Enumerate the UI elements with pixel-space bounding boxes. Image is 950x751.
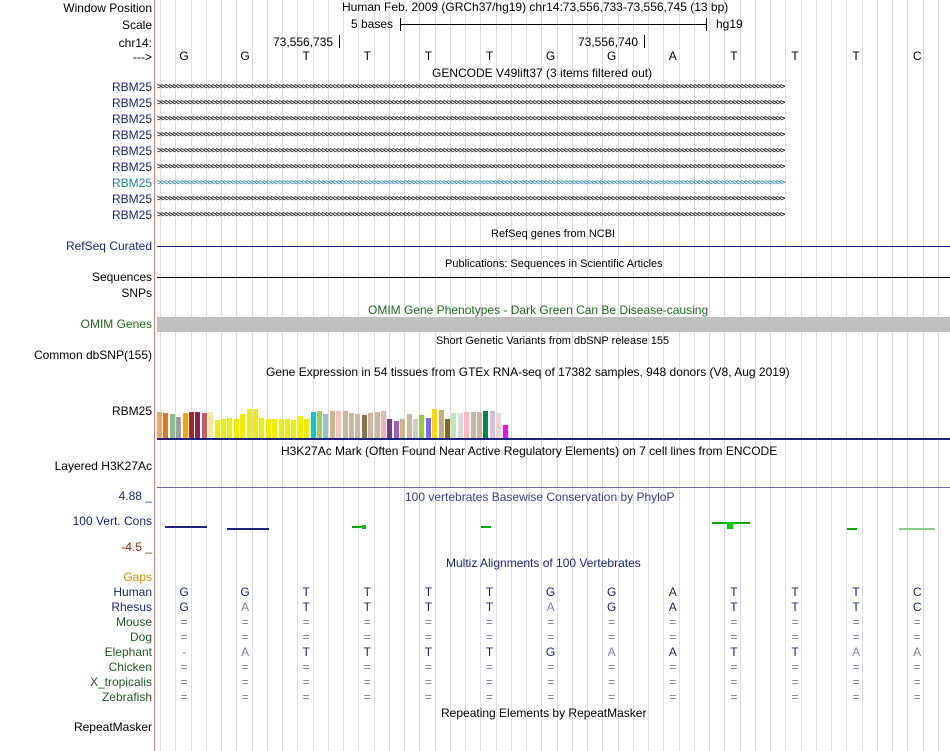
gtex-tissue-bar[interactable] (349, 413, 354, 438)
alignment-base: T (730, 645, 738, 659)
gtex-tissue-bar[interactable] (471, 412, 476, 438)
alignment-base: = (363, 690, 371, 704)
chrom-label: chr14: (118, 36, 152, 50)
alignment-base: = (241, 675, 249, 689)
gtex-tissue-bar[interactable] (279, 419, 284, 438)
alignment-base: = (669, 615, 677, 629)
alignment-base: = (852, 630, 860, 644)
cons-min-label: -4.5 _ (121, 540, 152, 554)
snps-label[interactable]: SNPs (121, 286, 152, 300)
alignment-base: A (668, 585, 677, 599)
alignment-base: = (547, 690, 555, 704)
gene-feature-row[interactable] (157, 176, 950, 190)
alignment-base: = (547, 660, 555, 674)
sequence-base: C (912, 49, 922, 63)
alignment-base: = (608, 675, 616, 689)
gtex-tissue-bar[interactable] (157, 412, 162, 438)
sequences-label[interactable]: Sequences (91, 270, 152, 284)
alignment-base: = (669, 660, 677, 674)
scale-bar-right-tick (706, 18, 707, 31)
repeatmasker-label[interactable]: RepeatMasker (73, 720, 152, 734)
alignment-base: = (241, 690, 249, 704)
dbsnp-title[interactable]: Short Genetic Variants from dbSNP release 155 (436, 335, 670, 347)
alignment-base: = (730, 615, 738, 629)
gaps-label: Gaps (123, 570, 152, 584)
alignment-base: A (241, 600, 250, 614)
alignment-base: = (852, 690, 860, 704)
alignment-base: = (791, 615, 799, 629)
sequence-base: G (545, 49, 556, 63)
gtex-tissue-bar[interactable] (426, 418, 431, 438)
alignment-base: = (180, 615, 188, 629)
species-label[interactable]: Mouse (115, 615, 152, 629)
gtex-tissue-bar[interactable] (503, 425, 508, 438)
cons-plot[interactable] (157, 505, 950, 545)
sequence-base: T (852, 49, 860, 63)
refseq-track-line (157, 246, 950, 247)
alignment-base: = (241, 630, 249, 644)
alignment-base: T (302, 585, 310, 599)
gtex-tissue-bar[interactable] (240, 414, 245, 438)
gtex-tissue-bar[interactable] (259, 418, 264, 438)
species-label[interactable]: Zebrafish (101, 690, 152, 704)
window-position-label: Window Position (63, 1, 152, 15)
alignment-base: T (852, 585, 860, 599)
gene-feature-row[interactable] (157, 96, 950, 110)
cons-pos-bar-2 (362, 525, 366, 529)
gene-feature-row[interactable] (157, 208, 950, 222)
alignment-base: = (424, 660, 432, 674)
alignment-base: = (669, 630, 677, 644)
dbsnp-label[interactable]: Common dbSNP(155) (33, 348, 152, 362)
gtex-tissue-bar[interactable] (336, 411, 341, 438)
alignment-base: T (363, 645, 371, 659)
strand-chevrons: >>>>>>>>>>>>>>>>>>>>>>>>>>>>>>>>>>>>>>>>>>>>>>>>>>>>>>>>>>>>>>>>>>>>>>>>>>>>>>>>>>>>>>>>>>>>>>>>>>>>>>>>>>>>>>>>>>>>>>>>>>>>>>>>>>>>>>>>>>>>>>>>>>>>>>>>>>>>>>>> (157, 114, 784, 124)
alignment-base: = (547, 630, 555, 644)
sequence-base: T (730, 49, 738, 63)
omim-label[interactable]: OMIM Genes (80, 317, 152, 331)
multiz-title[interactable]: Multiz Alignments of 100 Vertebrates (446, 556, 641, 570)
alignment-base: T (363, 585, 371, 599)
alignment-base: = (363, 660, 371, 674)
alignment-base: = (180, 690, 188, 704)
scale-bar (400, 24, 707, 25)
gtex-tissue-bar[interactable] (234, 419, 239, 438)
scale-label: Scale (121, 18, 152, 32)
gtex-tissue-bar[interactable] (163, 413, 168, 438)
alignment-base: = (485, 690, 493, 704)
coordinate-tick-2: 73,556,740 (578, 35, 639, 49)
gtex-tissue-bar[interactable] (464, 412, 469, 438)
alignment-base: = (547, 615, 555, 629)
alignment-base: = (302, 675, 310, 689)
gene-feature-row[interactable] (157, 160, 950, 174)
label-separator (154, 0, 155, 751)
sequence-base: T (791, 49, 799, 63)
gtex-tissue-bar[interactable] (291, 420, 296, 438)
alignment-base: T (852, 600, 860, 614)
alignment-base: = (669, 690, 677, 704)
gtex-tissue-bar[interactable] (413, 419, 418, 438)
gtex-tissue-bar[interactable] (221, 419, 226, 438)
alignment-base: = (363, 615, 371, 629)
alignment-base: A (668, 600, 677, 614)
sequence-base: T (302, 49, 310, 63)
gtex-tissue-bar[interactable] (330, 411, 335, 438)
gtex-tissue-bar[interactable] (176, 417, 181, 438)
scale-text: 5 bases (351, 17, 394, 31)
gene-feature-row[interactable] (157, 128, 950, 142)
sequence-base: T (485, 49, 494, 63)
alignment-base: = (485, 615, 493, 629)
species-label[interactable]: Dog (129, 630, 152, 644)
alignment-base: = (241, 660, 249, 674)
coordinate-tick-2-mark (644, 35, 645, 48)
omim-title[interactable]: OMIM Gene Phenotypes - Dark Green Can Be Disease-causing (368, 303, 709, 317)
alignment-base: = (913, 630, 921, 644)
alignment-base: = (730, 660, 738, 674)
gtex-tissue-bar[interactable] (362, 415, 367, 438)
gtex-tissue-bar[interactable] (407, 414, 412, 438)
alignment-base: T (424, 600, 433, 614)
alignment-base: = (180, 630, 188, 644)
sequence-base: G (240, 49, 250, 63)
alignment-base: = (363, 630, 371, 644)
gtex-tissue-bar[interactable] (183, 413, 188, 438)
gtex-baseline (157, 438, 950, 440)
gene-label-rbm25[interactable]: RBM25 (111, 128, 152, 142)
alignment-base: = (730, 675, 738, 689)
alignment-base: = (913, 615, 921, 629)
alignment-base: = (302, 630, 310, 644)
alignment-base: G (240, 585, 250, 599)
gtex-tissue-bar[interactable] (477, 412, 482, 438)
h3k27ac-title[interactable]: H3K27Ac Mark (Often Found Near Active Regulatory Elements) on 7 cell lines from ENCODE (281, 444, 778, 458)
assembly-position-text: Human Feb. 2009 (GRCh37/hg19) chr14:73,556,733-73,556,745 (13 bp) (342, 0, 729, 14)
gene-label-rbm25[interactable]: RBM25 (111, 208, 152, 222)
species-label[interactable]: Chicken (108, 660, 152, 674)
gtex-tissue-bar[interactable] (355, 414, 360, 438)
gtex-bar-chart[interactable] (157, 380, 557, 438)
refseq-title[interactable]: RefSeq genes from NCBI (491, 228, 616, 240)
gene-label-rbm25[interactable]: RBM25 (111, 160, 152, 174)
alignment-base: T (730, 600, 738, 614)
alignment-base: = (485, 675, 493, 689)
alignment-base: = (363, 675, 371, 689)
gtex-tissue-bar[interactable] (451, 413, 456, 438)
alignment-base: = (424, 675, 432, 689)
gtex-tissue-bar[interactable] (400, 419, 405, 438)
scale-bar-left-tick (400, 18, 401, 31)
alignment-base: G (179, 600, 189, 614)
alignment-base: A (546, 600, 555, 614)
gene-feature-row[interactable] (157, 80, 950, 94)
alignment-base: = (608, 630, 616, 644)
alignment-base: T (791, 645, 799, 659)
gtex-tissue-bar[interactable] (285, 419, 290, 438)
sequence-base: T (363, 49, 371, 63)
species-label[interactable]: Rhesus (111, 600, 152, 614)
alignment-base: = (852, 675, 860, 689)
alignment-base: C (912, 585, 922, 599)
alignment-base: = (302, 660, 310, 674)
gtex-tissue-bar[interactable] (394, 421, 399, 438)
alignment-base: T (302, 600, 310, 614)
strand-chevrons: >>>>>>>>>>>>>>>>>>>>>>>>>>>>>>>>>>>>>>>>>>>>>>>>>>>>>>>>>>>>>>>>>>>>>>>>>>>>>>>>>>>>>>>>>>>>>>>>>>>>>>>>>>>>>>>>>>>>>>>>>>>>>>>>>>>>>>>>>>>>>>>>>>>>>>>>>>>>>>>> (157, 194, 784, 204)
alignment-base: = (791, 690, 799, 704)
alignment-base: T (485, 600, 494, 614)
alignment-base: = (302, 690, 310, 704)
refseq-label[interactable]: RefSeq Curated (65, 239, 152, 253)
cons-neg-bar-2 (227, 528, 269, 530)
alignment-base: A (668, 645, 677, 659)
species-label[interactable]: X_tropicalis (89, 675, 152, 689)
alignment-base: = (608, 660, 616, 674)
strand-chevrons: >>>>>>>>>>>>>>>>>>>>>>>>>>>>>>>>>>>>>>>>>>>>>>>>>>>>>>>>>>>>>>>>>>>>>>>>>>>>>>>>>>>>>>>>>>>>>>>>>>>>>>>>>>>>>>>>>>>>>>>>>>>>>>>>>>>>>>>>>>>>>>>>>>>>>>>>>>>>>>>> (157, 178, 784, 188)
alignment-base: = (424, 630, 432, 644)
gtex-tissue-bar[interactable] (483, 411, 488, 438)
scale-db-text: hg19 (716, 17, 743, 31)
gene-label-rbm25[interactable]: RBM25 (111, 112, 152, 126)
gtex-tissue-bar[interactable] (445, 419, 450, 438)
cons-top-line (157, 487, 950, 488)
gtex-tissue-bar[interactable] (432, 409, 437, 438)
strand-chevrons: >>>>>>>>>>>>>>>>>>>>>>>>>>>>>>>>>>>>>>>>>>>>>>>>>>>>>>>>>>>>>>>>>>>>>>>>>>>>>>>>>>>>>>>>>>>>>>>>>>>>>>>>>>>>>>>>>>>>>>>>>>>>>>>>>>>>>>>>>>>>>>>>>>>>>>>>>>>>>>>> (157, 82, 784, 92)
gtex-tissue-bar[interactable] (304, 419, 309, 438)
alignment-base: = (913, 675, 921, 689)
cons-pos-bar-3 (481, 526, 491, 528)
alignment-base: = (730, 690, 738, 704)
gtex-tissue-bar[interactable] (496, 413, 501, 438)
gtex-tissue-bar[interactable] (298, 416, 303, 438)
alignment-base: - (182, 645, 186, 659)
gtex-tissue-bar[interactable] (170, 414, 175, 438)
gene-label-rbm25[interactable]: RBM25 (111, 80, 152, 94)
gene-feature-row[interactable] (157, 144, 950, 158)
alignment-base: = (302, 615, 310, 629)
gtex-tissue-bar[interactable] (343, 411, 348, 438)
alignment-base: = (791, 675, 799, 689)
alignment-base: C (912, 600, 922, 614)
cons-pos-bar-7 (899, 528, 935, 530)
sequence-base: A (668, 49, 677, 63)
alignment-base: = (913, 660, 921, 674)
alignment-base: = (485, 660, 493, 674)
gtex-gene-label[interactable]: RBM25 (111, 404, 152, 418)
gene-label-rbm25[interactable]: RBM25 (111, 192, 152, 206)
alignment-base: T (485, 645, 494, 659)
alignment-base: T (424, 645, 433, 659)
alignment-base: G (607, 585, 617, 599)
gtex-tissue-bar[interactable] (368, 413, 373, 438)
alignment-base: = (791, 660, 799, 674)
gtex-tissue-bar[interactable] (311, 412, 316, 438)
alignment-base: A (241, 645, 250, 659)
gene-label-rbm25[interactable]: RBM25 (111, 176, 152, 190)
alignment-base: = (180, 675, 188, 689)
gtex-tissue-bar[interactable] (490, 411, 495, 438)
gtex-tissue-bar[interactable] (272, 419, 277, 438)
species-label[interactable]: Elephant (104, 645, 152, 659)
gtex-tissue-bar[interactable] (227, 418, 232, 438)
coordinate-tick-1-mark (339, 35, 340, 48)
alignment-base: G (179, 585, 189, 599)
gene-feature-row[interactable] (157, 112, 950, 126)
alignment-base: = (852, 660, 860, 674)
gtex-tissue-bar[interactable] (266, 419, 271, 438)
gtex-tissue-bar[interactable] (202, 413, 207, 438)
alignment-base: T (791, 600, 799, 614)
gencode-title[interactable]: GENCODE V49lift37 (3 items filtered out) (432, 66, 653, 80)
gtex-tissue-bar[interactable] (253, 409, 258, 438)
alignment-base: = (180, 660, 188, 674)
gtex-tissue-bar[interactable] (419, 415, 424, 438)
gene-feature-row[interactable] (157, 192, 950, 206)
alignment-base: G (607, 600, 617, 614)
gtex-tissue-bar[interactable] (381, 411, 386, 438)
gtex-tissue-bar[interactable] (215, 420, 220, 438)
alignment-base: = (424, 690, 432, 704)
gtex-tissue-bar[interactable] (439, 410, 444, 438)
gtex-tissue-bar[interactable] (387, 419, 392, 438)
publications-track-line (157, 277, 950, 278)
publications-title[interactable]: Publications: Sequences in Scientific Articles (445, 258, 663, 270)
alignment-base: A (913, 645, 922, 659)
alignment-base: = (913, 690, 921, 704)
alignment-base: = (485, 630, 493, 644)
alignment-base: T (485, 585, 494, 599)
alignment-base: = (547, 675, 555, 689)
alignment-base: = (730, 630, 738, 644)
sequence-base: T (424, 49, 433, 63)
alignment-base: = (669, 675, 677, 689)
gtex-tissue-bar[interactable] (195, 412, 200, 438)
alignment-base: T (791, 585, 799, 599)
strand-chevrons: >>>>>>>>>>>>>>>>>>>>>>>>>>>>>>>>>>>>>>>>>>>>>>>>>>>>>>>>>>>>>>>>>>>>>>>>>>>>>>>>>>>>>>>>>>>>>>>>>>>>>>>>>>>>>>>>>>>>>>>>>>>>>>>>>>>>>>>>>>>>>>>>>>>>>>>>>>>>>>>> (157, 130, 784, 140)
cons-title[interactable]: 100 vertebrates Basewise Conservation by PhyloP (405, 490, 675, 504)
strand-chevrons: >>>>>>>>>>>>>>>>>>>>>>>>>>>>>>>>>>>>>>>>>>>>>>>>>>>>>>>>>>>>>>>>>>>>>>>>>>>>>>>>>>>>>>>>>>>>>>>>>>>>>>>>>>>>>>>>>>>>>>>>>>>>>>>>>>>>>>>>>>>>>>>>>>>>>>>>>>>>>>>> (157, 210, 784, 220)
repeatmasker-title[interactable]: Repeating Elements by RepeatMasker (441, 706, 647, 720)
gtex-tissue-bar[interactable] (323, 414, 328, 438)
alignment-base: = (424, 615, 432, 629)
cons-pos-bar-6 (847, 528, 857, 530)
gtex-tissue-bar[interactable] (208, 412, 213, 438)
alignment-base: = (241, 615, 249, 629)
alignment-base: A (852, 645, 861, 659)
alignment-base: T (730, 585, 738, 599)
alignment-base: = (791, 630, 799, 644)
h3k27ac-label[interactable]: Layered H3K27Ac (54, 459, 152, 473)
gtex-tissue-bar[interactable] (247, 409, 252, 438)
alignment-base: = (852, 615, 860, 629)
gtex-tissue-bar[interactable] (317, 411, 322, 438)
cons-label[interactable]: 100 Vert. Cons (72, 514, 152, 528)
gtex-tissue-bar[interactable] (458, 413, 463, 438)
sequence-base: G (179, 49, 189, 63)
alignment-base: = (608, 690, 616, 704)
strand-label[interactable]: ---> (133, 50, 152, 64)
strand-chevrons: >>>>>>>>>>>>>>>>>>>>>>>>>>>>>>>>>>>>>>>>>>>>>>>>>>>>>>>>>>>>>>>>>>>>>>>>>>>>>>>>>>>>>>>>>>>>>>>>>>>>>>>>>>>>>>>>>>>>>>>>>>>>>>>>>>>>>>>>>>>>>>>>>>>>>>>>>>>>>>>> (157, 146, 784, 156)
alignment-base: A (607, 645, 616, 659)
gene-label-rbm25[interactable]: RBM25 (111, 96, 152, 110)
cons-pos-bar-5 (727, 522, 733, 529)
alignment-base: = (608, 615, 616, 629)
gtex-title[interactable]: Gene Expression in 54 tissues from GTEx RNA-seq of 17382 samples, 948 donors (V8, Aug 2019) (266, 365, 790, 379)
coordinate-tick-1: 73,556,735 (273, 35, 334, 49)
cons-max-label: 4.88 _ (118, 489, 152, 503)
alignment-base: T (424, 585, 433, 599)
omim-feature-bar[interactable] (157, 317, 950, 332)
sequence-base: G (607, 49, 617, 63)
alignment-base: G (545, 585, 556, 599)
alignment-base: T (302, 645, 310, 659)
alignment-base: T (363, 600, 371, 614)
gtex-tissue-bar[interactable] (189, 412, 194, 438)
strand-chevrons: >>>>>>>>>>>>>>>>>>>>>>>>>>>>>>>>>>>>>>>>>>>>>>>>>>>>>>>>>>>>>>>>>>>>>>>>>>>>>>>>>>>>>>>>>>>>>>>>>>>>>>>>>>>>>>>>>>>>>>>>>>>>>>>>>>>>>>>>>>>>>>>>>>>>>>>>>>>>>>>> (157, 98, 784, 108)
cons-neg-bar-1 (165, 526, 207, 528)
strand-chevrons: >>>>>>>>>>>>>>>>>>>>>>>>>>>>>>>>>>>>>>>>>>>>>>>>>>>>>>>>>>>>>>>>>>>>>>>>>>>>>>>>>>>>>>>>>>>>>>>>>>>>>>>>>>>>>>>>>>>>>>>>>>>>>>>>>>>>>>>>>>>>>>>>>>>>>>>>>>>>>>>> (157, 162, 784, 172)
gtex-tissue-bar[interactable] (375, 412, 380, 438)
gene-label-rbm25[interactable]: RBM25 (111, 144, 152, 158)
alignment-base: G (545, 645, 556, 659)
species-label[interactable]: Human (113, 585, 152, 599)
